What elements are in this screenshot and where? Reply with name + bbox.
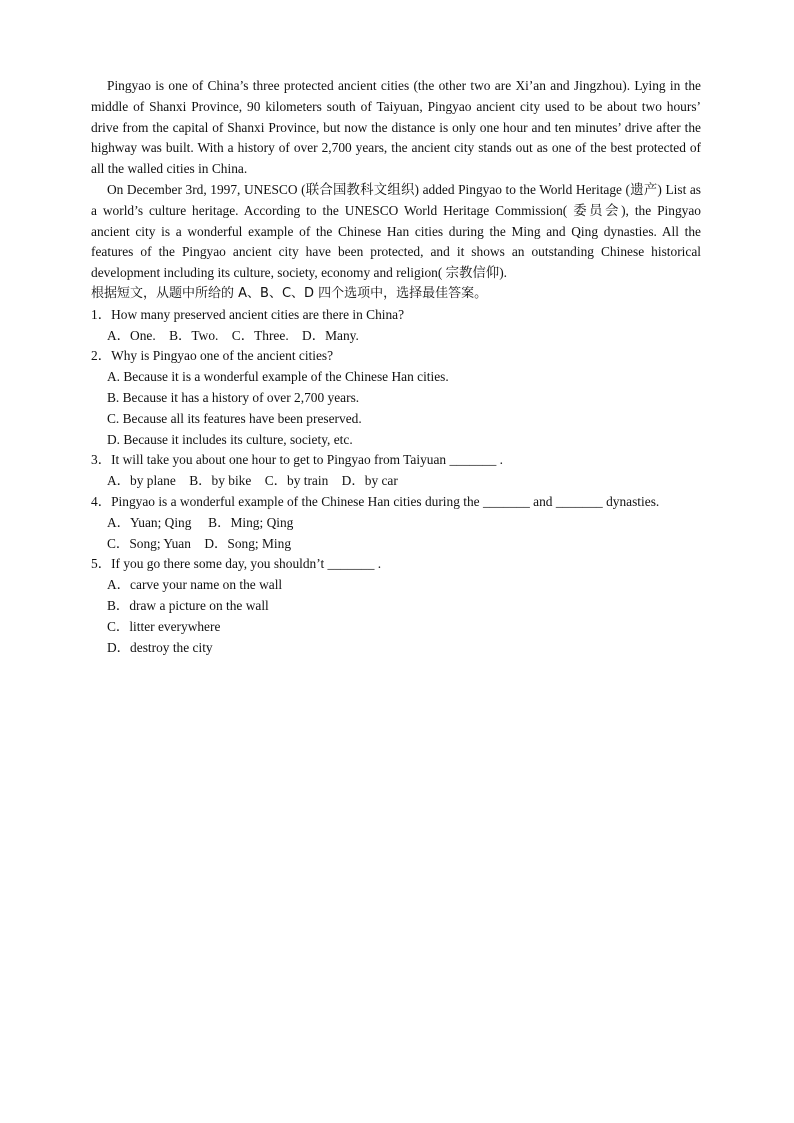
option-c: C. Because all its features have been preserved.: [107, 410, 362, 426]
question-1: [91, 305, 701, 347]
option-a: A．carve your name on the wall: [107, 577, 283, 593]
question-2: [91, 346, 701, 450]
option-row: A．by plane B．by bike C．by train D．by car: [107, 473, 398, 489]
worksheet-page: [91, 76, 701, 658]
question-stem: 2．Why is Pingyao one of the ancient cities?: [91, 348, 334, 364]
question-stem: 5．If you go there some day, you shouldn’t _______ .: [91, 556, 382, 572]
option-row: C．Song; Yuan D．Song; Ming: [107, 535, 292, 551]
option-c: C．litter everywhere: [107, 618, 221, 634]
passage-paragraph-1: Pingyao is one of China’s three protected ancient cities (the other two are Xi’an and Jingzhou). Lying in the middle of Shanxi Province, 90 kilometers south of Taiyuan, Pingyao ancient city used to be about two hours’ drive from the capital of Shanxi Province, but now the distance is only one hour and ten minutes’ drive after the highway was built. With a history of over 2,700 years, the ancient city stands out as one of the best protected of all the walled cities in China.: [91, 78, 701, 177]
option-d: D. Because it includes its culture, society, etc.: [107, 431, 353, 447]
question-stem: 1．How many preserved ancient cities are there in China?: [91, 306, 405, 322]
option-b: B．draw a picture on the wall: [107, 597, 269, 613]
question-stem: 3．It will take you about one hour to get to Pingyao from Taiyuan _______ .: [91, 452, 504, 468]
question-5: [91, 554, 701, 658]
instruction-text: 根据短文，从题中所给的 A、B、C、D 四个选项中，选择最佳答案。: [91, 285, 488, 301]
option-row: A．Yuan; Qing B．Ming; Qing: [107, 514, 294, 530]
question-4: [91, 492, 701, 554]
option-row: A．One. B．Two. C．Three. D．Many.: [107, 327, 359, 343]
passage-paragraph-2: On December 3rd, 1997, UNESCO (联合国教科文组织) added Pingyao to the World Heritage (遗产) List as a world’s culture heritage. According to the UNESCO World Heritage Commission( 委员会), the Pingyao ancient city is a wonderful example of the Chinese Han cities during the Ming and Qing dynasties. All the features of the Pingyao ancient city have been protected, and it shows an outstanding Chinese historical development including its culture, society, economy and religion( 宗教信仰).: [91, 181, 701, 281]
option-a: A. Because it is a wonderful example of the Chinese Han cities.: [107, 369, 449, 385]
option-d: D．destroy the city: [107, 639, 213, 655]
question-3: [91, 450, 701, 492]
question-stem: 4．Pingyao is a wonderful example of the Chinese Han cities during the _______ and _______ dynasties.: [91, 493, 660, 509]
option-b: B. Because it has a history of over 2,700 years.: [107, 389, 360, 405]
